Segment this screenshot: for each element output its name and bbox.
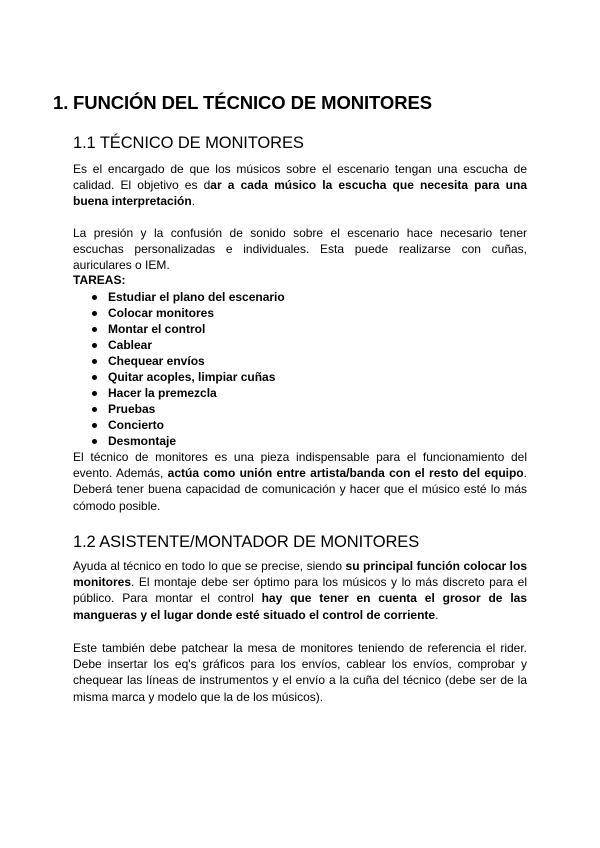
- list-item: [73, 385, 373, 401]
- task-label: Hacer la premezcla: [108, 386, 217, 400]
- task-label: Concierto: [108, 418, 165, 432]
- bold-run: ar a cada músico la escucha que necesita para una buena interpretación: [73, 178, 528, 209]
- section-1-1-paragraph-2: La presión y la confusión de sonido sobre el escenario hace necesario tener escuchas personalizadas e individuales. Esta puede realizarse con cuñas, auriculares o IEM.: [73, 226, 527, 273]
- bullet-icon: [92, 407, 97, 412]
- list-item: [73, 417, 373, 433]
- bullet-icon: [92, 343, 97, 348]
- bullet-icon: [92, 359, 97, 364]
- task-label: Quitar acoples, limpiar cuñas: [108, 370, 276, 384]
- section-1-1-paragraph-1: [73, 161, 527, 210]
- list-item: [73, 401, 373, 417]
- task-label: Montar el control: [108, 322, 206, 336]
- text-run: Es el encargado de que los músicos sobre el escenario tengan una escucha de calidad. El objetivo es d: [73, 162, 527, 193]
- bullet-icon: [92, 423, 97, 428]
- list-item: [73, 305, 373, 321]
- title-text: FUNCIÓN DEL TÉCNICO DE MONITORES: [73, 92, 432, 113]
- list-item: [73, 353, 373, 369]
- text-run: . El montaje debe ser óptimo para los músicos y lo más discreto para el público. Para montar el control: [73, 575, 527, 606]
- bullet-icon: [92, 327, 97, 332]
- bold-run: su principal función colocar los monitores: [73, 559, 527, 590]
- text-run: .: [435, 607, 439, 622]
- text-run: Ayuda al técnico en todo lo que se precise, siendo: [73, 559, 346, 573]
- text-run: El técnico de monitores es una pieza indispensable para el funcionamiento del evento. Además,: [73, 450, 527, 481]
- title-number: 1.: [53, 92, 69, 113]
- task-label: Pruebas: [108, 402, 156, 416]
- tasks-label: TAREAS:: [73, 273, 126, 287]
- bold-run: actúa como unión entre artista/banda con el resto del equipo: [167, 466, 524, 481]
- task-label: Chequear envíos: [108, 354, 205, 368]
- section-1-2-paragraph-1: [73, 558, 527, 623]
- list-item: [73, 321, 373, 337]
- list-item: [73, 369, 373, 385]
- bullet-icon: [92, 439, 97, 444]
- task-label: Colocar monitores: [108, 306, 215, 320]
- list-item: [73, 289, 373, 305]
- bullet-icon: [92, 375, 97, 380]
- tasks-list: [73, 289, 373, 449]
- list-item: [73, 337, 373, 353]
- task-label: Cablear: [108, 338, 153, 352]
- task-label: Desmontaje: [108, 434, 177, 448]
- text-run: . Deberá tener buena capacidad de comunicación y hacer que el músico esté lo más cómodo posible.: [73, 466, 527, 513]
- bullet-icon: [92, 295, 97, 300]
- bullet-icon: [92, 311, 97, 316]
- section-heading-1-1: 1.1 TÉCNICO DE MONITORES: [73, 134, 304, 152]
- document-title: [53, 92, 432, 114]
- task-label: Estudiar el plano del escenario: [108, 290, 285, 304]
- section-heading-1-2: 1.2 ASISTENTE/MONTADOR DE MONITORES: [73, 533, 420, 551]
- section-1-2-paragraph-2: Este también debe patchear la mesa de monitores teniendo de referencia el rider. Debe insertar los eq's gráficos para los envíos, cablear los envíos, comprobar y chequear las líneas de instrumentos y el envío a la cuña del técnico (debe ser de la misma marca y modelo que la de los músicos).: [73, 641, 527, 704]
- bold-run: hay que tener en cuenta el grosor de las mangueras y el lugar donde esté situado el control de corriente: [73, 591, 527, 622]
- list-item: [73, 433, 373, 449]
- section-1-1-paragraph-3: [73, 449, 527, 514]
- text-run: .: [191, 194, 196, 209]
- bullet-icon: [92, 391, 97, 396]
